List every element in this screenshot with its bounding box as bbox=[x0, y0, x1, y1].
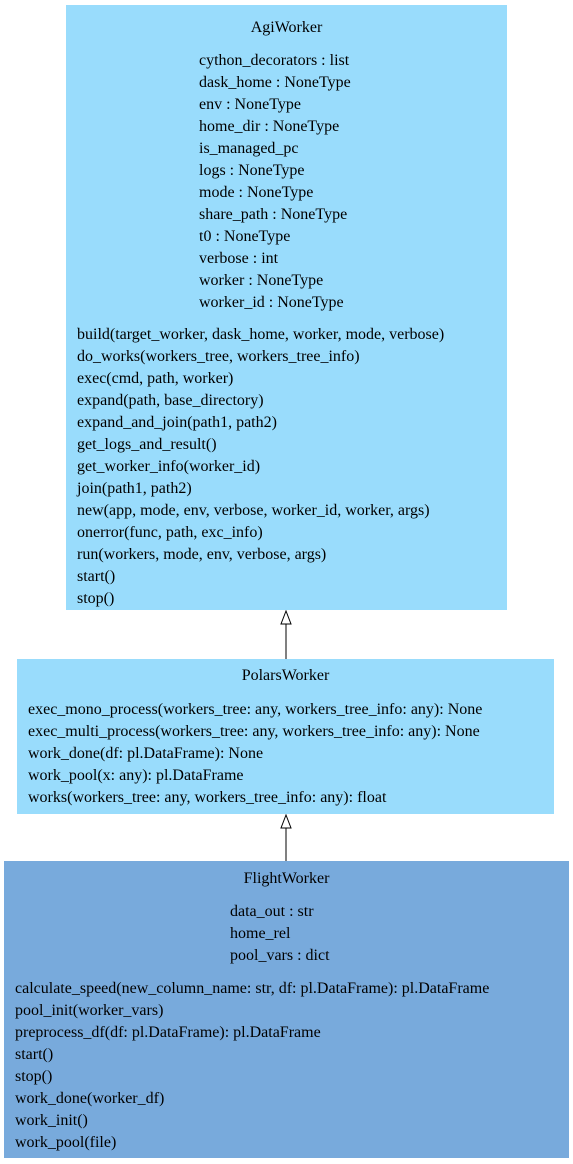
method: stop() bbox=[15, 1068, 53, 1085]
attribute-list bbox=[230, 901, 330, 967]
method: get_worker_info(worker_id) bbox=[77, 458, 261, 475]
method: works(workers_tree: any, workers_tree_info: any): float bbox=[28, 789, 387, 806]
attribute: verbose : int bbox=[199, 250, 279, 267]
attribute: home_dir : NoneType bbox=[199, 118, 340, 135]
attribute: dask_home : NoneType bbox=[199, 74, 351, 91]
method: do_works(workers_tree, workers_tree_info) bbox=[77, 348, 360, 365]
method: exec_multi_process(workers_tree: any, workers_tree_info: any): None bbox=[28, 723, 480, 740]
method: start() bbox=[77, 568, 116, 585]
class-name: PolarsWorker bbox=[241, 667, 330, 684]
method: work_pool(x: any): pl.DataFrame bbox=[28, 767, 244, 784]
method: build(target_worker, dask_home, worker, mode, verbose) bbox=[77, 326, 445, 343]
method: expand_and_join(path1, path2) bbox=[77, 414, 277, 431]
attribute: logs : NoneType bbox=[199, 162, 305, 179]
method: work_done(df: pl.DataFrame): None bbox=[28, 745, 264, 762]
attribute: share_path : NoneType bbox=[199, 206, 348, 223]
attribute: t0 : NoneType bbox=[199, 228, 291, 245]
method: start() bbox=[15, 1046, 54, 1063]
class-box-agi-worker bbox=[66, 5, 507, 610]
method: calculate_speed(new_column_name: str, df: pl.DataFrame): pl.DataFrame bbox=[15, 980, 490, 997]
method-list bbox=[28, 699, 482, 809]
method: work_init() bbox=[15, 1112, 88, 1129]
attribute-list bbox=[199, 50, 351, 314]
method: run(workers, mode, env, verbose, args) bbox=[77, 546, 327, 563]
class-box-polars-worker bbox=[17, 659, 554, 814]
method: new(app, mode, env, verbose, worker_id, worker, args) bbox=[77, 502, 430, 519]
method: work_pool(file) bbox=[15, 1134, 117, 1151]
class-box-flight-worker bbox=[4, 861, 569, 1158]
class-name: AgiWorker bbox=[250, 19, 323, 36]
method: stop() bbox=[77, 590, 115, 607]
method: expand(path, base_directory) bbox=[77, 392, 264, 409]
method: exec(cmd, path, worker) bbox=[77, 370, 234, 387]
attribute: worker : NoneType bbox=[199, 272, 324, 289]
method: join(path1, path2) bbox=[77, 480, 192, 497]
method-list bbox=[15, 978, 489, 1154]
method: onerror(func, path, exc_info) bbox=[77, 524, 263, 541]
method-list bbox=[77, 324, 444, 610]
attribute: is_managed_pc bbox=[199, 140, 299, 157]
attribute: worker_id : NoneType bbox=[199, 294, 344, 311]
edge-flight-to-polars bbox=[281, 815, 291, 861]
method: work_done(worker_df) bbox=[15, 1090, 165, 1107]
method: pool_init(worker_vars) bbox=[15, 1002, 164, 1019]
attribute: cython_decorators : list bbox=[199, 52, 350, 69]
attribute: mode : NoneType bbox=[199, 184, 314, 201]
method: preprocess_df(df: pl.DataFrame): pl.DataFrame bbox=[15, 1024, 321, 1041]
class-name: FlightWorker bbox=[243, 870, 330, 887]
attribute: data_out : str bbox=[230, 903, 314, 920]
method: get_logs_and_result() bbox=[77, 436, 217, 453]
attribute: home_rel bbox=[230, 925, 291, 942]
method: exec_mono_process(workers_tree: any, workers_tree_info: any): None bbox=[28, 701, 483, 718]
attribute: env : NoneType bbox=[199, 96, 301, 113]
attribute: pool_vars : dict bbox=[230, 947, 330, 964]
edge-polars-to-agi bbox=[281, 611, 291, 659]
